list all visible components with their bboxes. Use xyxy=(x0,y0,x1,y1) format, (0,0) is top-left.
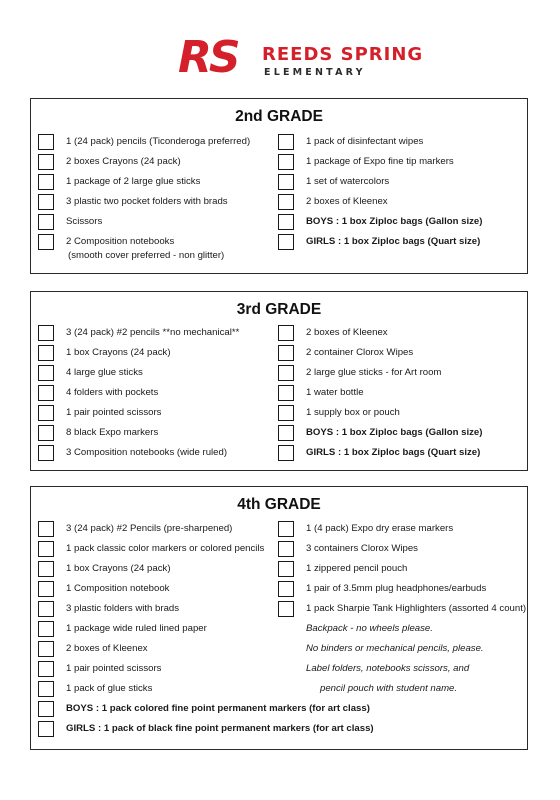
checkbox[interactable] xyxy=(278,194,294,210)
checkbox[interactable] xyxy=(278,385,294,401)
checkbox[interactable] xyxy=(278,561,294,577)
grade4-section xyxy=(30,486,528,750)
item-label: 1 package of Expo fine tip markers xyxy=(306,156,454,167)
item-label: 3 plastic two pocket folders with brads xyxy=(66,196,228,207)
checkbox[interactable] xyxy=(38,385,54,401)
item-label: 2 boxes of Kleenex xyxy=(306,196,388,207)
note-labels-continued: pencil pouch with student name. xyxy=(320,683,458,694)
checkbox[interactable] xyxy=(38,681,54,697)
item-label: 1 pack of disinfectant wipes xyxy=(306,136,424,147)
item-label: 1 box Crayons (24 pack) xyxy=(66,563,171,574)
item-label: 1 box Crayons (24 pack) xyxy=(66,347,171,358)
item-label: 1 pair pointed scissors xyxy=(66,407,162,418)
checkbox[interactable] xyxy=(38,214,54,230)
checkbox[interactable] xyxy=(38,445,54,461)
grade4-title: 4th GRADE xyxy=(237,496,321,513)
item-label: GIRLS : 1 box Ziploc bags (Quart size) xyxy=(306,236,481,247)
checkbox[interactable] xyxy=(38,721,54,737)
item-label: BOYS : 1 pack colored fine point permanent markers (for art class) xyxy=(66,703,370,714)
item-label: 1 pack of glue sticks xyxy=(66,683,153,694)
item-label: 1 (24 pack) pencils (Ticonderoga preferred) xyxy=(66,136,251,147)
item-label: 1 package of 2 large glue sticks xyxy=(66,176,201,187)
item-label: 2 boxes of Kleenex xyxy=(66,643,148,654)
checkbox[interactable] xyxy=(38,581,54,597)
checkbox[interactable] xyxy=(278,365,294,381)
item-label: 1 zippered pencil pouch xyxy=(306,563,408,574)
checkbox[interactable] xyxy=(278,174,294,190)
logo-mark: RS xyxy=(178,32,238,83)
checkbox[interactable] xyxy=(38,601,54,617)
checkbox[interactable] xyxy=(38,325,54,341)
grade2-section xyxy=(30,98,528,274)
checkbox[interactable] xyxy=(38,621,54,637)
item-label: 3 (24 pack) #2 Pencils (pre-sharpened) xyxy=(66,523,233,534)
item-label: 2 Composition notebooks xyxy=(66,236,175,247)
checkbox[interactable] xyxy=(38,365,54,381)
checkbox[interactable] xyxy=(278,521,294,537)
item-label: 2 container Clorox Wipes xyxy=(306,347,414,358)
item-label: 4 large glue sticks xyxy=(66,367,143,378)
item-label: 1 (4 pack) Expo dry erase markers xyxy=(306,523,454,534)
checkbox[interactable] xyxy=(38,134,54,150)
logo-school-type: ELEMENTARY xyxy=(264,67,366,78)
item-label: 1 supply box or pouch xyxy=(306,407,400,418)
checkbox[interactable] xyxy=(278,405,294,421)
checkbox[interactable] xyxy=(278,445,294,461)
checkbox[interactable] xyxy=(38,345,54,361)
item-label: 2 boxes Crayons (24 pack) xyxy=(66,156,181,167)
note-backpack: Backpack - no wheels please. xyxy=(306,623,433,634)
checkbox[interactable] xyxy=(38,174,54,190)
item-label: 1 Composition notebook xyxy=(66,583,170,594)
checkbox[interactable] xyxy=(38,521,54,537)
checkbox[interactable] xyxy=(38,701,54,717)
checkbox[interactable] xyxy=(278,601,294,617)
checkbox[interactable] xyxy=(278,425,294,441)
item-label: 1 water bottle xyxy=(306,387,364,398)
item-label: 3 Composition notebooks (wide ruled) xyxy=(66,447,228,458)
checkbox[interactable] xyxy=(38,234,54,250)
grade3-title: 3rd GRADE xyxy=(236,301,322,318)
item-label: 1 package wide ruled lined paper xyxy=(66,623,207,634)
logo-swoosh-icon xyxy=(180,68,254,82)
checkbox[interactable] xyxy=(38,661,54,677)
item-label: 4 folders with pockets xyxy=(66,387,159,398)
school-logo xyxy=(178,32,424,84)
checkbox[interactable] xyxy=(278,581,294,597)
item-note: (smooth cover preferred - non glitter) xyxy=(68,250,225,261)
checkbox[interactable] xyxy=(38,561,54,577)
item-label: 1 pair of 3.5mm plug headphones/earbuds xyxy=(306,583,487,594)
checkbox[interactable] xyxy=(278,234,294,250)
item-label: BOYS : 1 box Ziploc bags (Gallon size) xyxy=(306,427,483,438)
item-label: 3 plastic folders with brads xyxy=(66,603,180,614)
grade2-title: 2nd GRADE xyxy=(235,108,323,125)
item-label: Scissors xyxy=(66,216,103,227)
item-label: 8 black Expo markers xyxy=(66,427,159,438)
note-labels: Label folders, notebooks scissors, and xyxy=(306,663,470,674)
item-label: 1 pack classic color markers or colored pencils xyxy=(66,543,265,554)
checkbox[interactable] xyxy=(38,154,54,170)
note-binders: No binders or mechanical pencils, please. xyxy=(306,643,484,654)
item-label: 3 containers Clorox Wipes xyxy=(306,543,418,554)
item-label: 3 (24 pack) #2 pencils **no mechanical** xyxy=(66,327,240,338)
item-label: BOYS : 1 box Ziploc bags (Gallon size) xyxy=(306,216,483,227)
checkbox[interactable] xyxy=(278,541,294,557)
checkbox[interactable] xyxy=(38,641,54,657)
checkbox[interactable] xyxy=(278,154,294,170)
checkbox[interactable] xyxy=(278,345,294,361)
item-label: 1 pack Sharpie Tank Highlighters (assorted 4 count) xyxy=(306,603,527,614)
checkbox[interactable] xyxy=(38,541,54,557)
item-label: 1 set of watercolors xyxy=(306,176,390,187)
checkbox[interactable] xyxy=(278,325,294,341)
logo-school-name: REEDS SPRING xyxy=(262,44,424,65)
checkbox[interactable] xyxy=(278,214,294,230)
item-label: 1 pair pointed scissors xyxy=(66,663,162,674)
checkbox[interactable] xyxy=(38,194,54,210)
checkbox[interactable] xyxy=(38,405,54,421)
checkbox[interactable] xyxy=(38,425,54,441)
grade3-section xyxy=(30,291,528,471)
item-label: 2 large glue sticks - for Art room xyxy=(306,367,442,378)
item-label: 2 boxes of Kleenex xyxy=(306,327,388,338)
item-label: GIRLS : 1 pack of black fine point permanent markers (for art class) xyxy=(66,723,374,734)
checkbox[interactable] xyxy=(278,134,294,150)
item-label: GIRLS : 1 box Ziploc bags (Quart size) xyxy=(306,447,481,458)
